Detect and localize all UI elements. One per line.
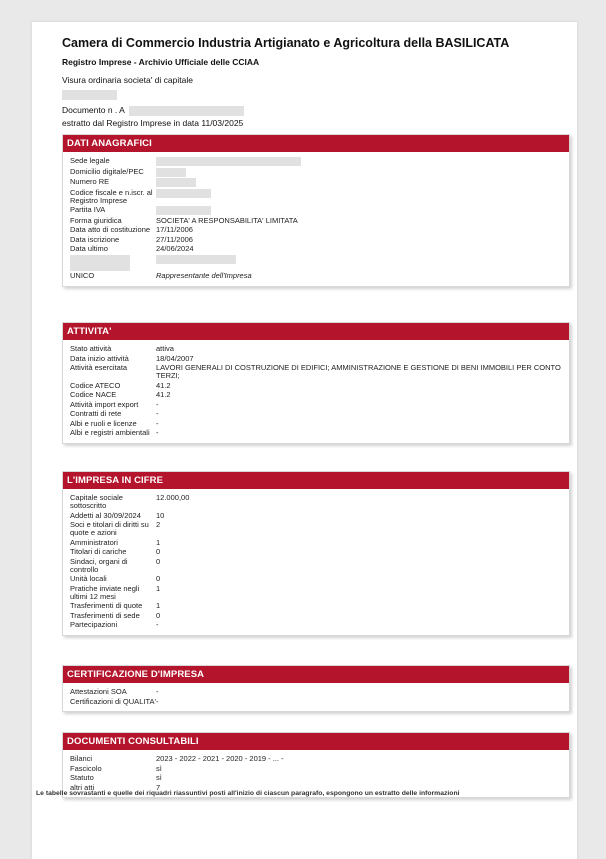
field-value: 0 <box>156 556 161 566</box>
field-row <box>70 548 569 556</box>
redaction-block <box>156 157 301 166</box>
field-label: Codice fiscale e n.iscr. al Registro Imprese <box>70 187 153 205</box>
field-label: Albi e registri ambientali <box>70 428 150 437</box>
field-label: Stato attività <box>70 344 112 353</box>
field-label: Data iscrizione <box>70 234 120 244</box>
field-value: 41.2 <box>156 380 171 390</box>
redaction-block <box>62 90 117 100</box>
field-row <box>70 521 569 537</box>
field-value <box>156 157 569 166</box>
field-value: 7 <box>156 782 161 792</box>
field-label: Addetti al 30/09/2024 <box>70 510 141 520</box>
field-row <box>70 355 569 363</box>
visura-type: Visura ordinaria societa' di capitale <box>62 75 193 85</box>
field-label: Soci e titolari di diritti su quote e azioni <box>70 520 149 537</box>
field-label: Bilanci <box>70 754 93 763</box>
field-label: Sede legale <box>70 156 110 165</box>
field-value: 17/11/2006 <box>156 225 193 234</box>
redaction-block <box>156 178 196 187</box>
field-value: 41.2 <box>156 390 171 399</box>
redaction-block <box>70 255 130 271</box>
field-row <box>70 688 569 696</box>
field-value: attiva <box>156 344 174 353</box>
redaction-block <box>156 206 211 215</box>
field-row <box>70 382 569 390</box>
field-value <box>156 189 569 205</box>
field-label: Codice ATECO <box>70 380 121 390</box>
field-row <box>70 698 569 706</box>
field-row <box>70 245 569 253</box>
field-value <box>156 168 569 177</box>
field-value <box>156 206 569 215</box>
field-value: 24/06/2024 <box>156 244 194 253</box>
field-value: - <box>156 418 159 428</box>
field-label: Codice NACE <box>70 390 117 399</box>
field-value: 0 <box>156 547 161 556</box>
field-label: Data ultimo <box>70 244 108 253</box>
field-value: - <box>156 687 159 696</box>
field-label: Numero RE <box>70 177 110 186</box>
field-label: altri atti <box>70 782 95 792</box>
field-value: 18/04/2007 <box>156 353 194 363</box>
field-row <box>70 272 569 280</box>
document-number-label: Documento n . A <box>62 104 125 115</box>
redaction-block <box>129 106 244 116</box>
field-value: - <box>156 696 159 706</box>
field-row <box>70 168 569 177</box>
field-label: Capitale sociale sottoscritto <box>70 493 123 510</box>
field-row <box>70 774 569 782</box>
document-number <box>62 105 572 116</box>
field-label: Data inizio attività <box>70 353 129 363</box>
redaction-block <box>156 255 236 264</box>
field-value: SOCIETA' A RESPONSABILITA' LIMITATA <box>156 215 298 225</box>
field-value: - <box>156 399 159 409</box>
field-row <box>70 765 569 773</box>
section-dati-anagrafici <box>62 134 570 287</box>
document-page <box>32 22 577 859</box>
field-label: Partita IVA <box>70 205 106 214</box>
redacted-company-name <box>62 89 572 100</box>
field-row <box>70 755 569 763</box>
field-value: 2 <box>156 520 161 529</box>
field-label: Fascicolo <box>70 763 102 773</box>
section-title: CERTIFICAZIONE D'IMPRESA <box>63 666 569 683</box>
field-label: Forma giuridica <box>70 215 122 225</box>
field-row <box>70 621 569 629</box>
field-label: Domicilio digitale/PEC <box>70 166 144 176</box>
field-row <box>70 236 569 244</box>
field-value: sì <box>156 773 162 782</box>
field-row <box>70 189 569 205</box>
field-value: - <box>156 620 159 629</box>
section-rows <box>63 340 569 443</box>
field-row <box>70 585 569 601</box>
field-label <box>70 255 156 271</box>
section-title: L'IMPRESA IN CIFRE <box>63 472 569 489</box>
field-label: Attività import export <box>70 399 139 409</box>
field-row <box>70 602 569 610</box>
field-row <box>70 401 569 409</box>
redaction-block <box>156 189 211 198</box>
section-rows <box>63 683 569 711</box>
field-value: 0 <box>156 574 161 583</box>
field-row <box>70 345 569 353</box>
field-value: 27/11/2006 <box>156 234 193 244</box>
field-label: Certificazioni di QUALITA' <box>70 696 156 706</box>
field-row <box>70 612 569 620</box>
section-rows <box>63 152 569 286</box>
field-value: LAVORI GENERALI DI COSTRUZIONE DI EDIFICI; AMMINISTRAZIONE E GESTIONE DI BENI IMMOBILI PER CONTO TERZI; <box>156 363 561 380</box>
field-row <box>70 512 569 520</box>
field-label: Sindaci, organi di controllo <box>70 556 128 574</box>
field-value <box>156 255 569 271</box>
field-label: UNICO <box>70 271 95 280</box>
field-value: Rappresentante dell'Impresa <box>156 271 252 280</box>
field-row <box>70 420 569 428</box>
field-value: 2023 - 2022 - 2021 - 2020 - 2019 - ... - <box>156 754 284 763</box>
field-value: sì <box>156 763 162 773</box>
field-label: Attività esercitata <box>70 363 128 372</box>
field-value: 10 <box>156 510 165 520</box>
field-value: - <box>156 409 159 418</box>
field-row <box>70 575 569 583</box>
field-label: Attestazioni SOA <box>70 687 127 696</box>
section-title: DOCUMENTI CONSULTABILI <box>63 733 569 750</box>
field-row <box>70 494 569 510</box>
field-label: Amministratori <box>70 537 118 547</box>
field-label: Pratiche inviate negli ultimi 12 mesi <box>70 583 140 601</box>
field-value: 1 <box>156 537 161 547</box>
field-row <box>70 217 569 225</box>
field-row <box>70 539 569 547</box>
section-rows <box>63 489 569 635</box>
field-label: Titolari di cariche <box>70 547 127 556</box>
section-title: ATTIVITA' <box>63 323 569 340</box>
field-value: 0 <box>156 610 161 620</box>
field-row <box>70 410 569 418</box>
field-label: Statuto <box>70 773 94 782</box>
section-title: DATI ANAGRAFICI <box>63 135 569 152</box>
field-row <box>70 226 569 234</box>
field-value: - <box>156 428 159 437</box>
field-value <box>156 178 569 187</box>
field-label: Trasferimenti di sede <box>70 610 140 620</box>
field-label: Data atto di costituzione <box>70 225 151 234</box>
field-row <box>70 255 569 271</box>
field-value: 1 <box>156 583 161 593</box>
field-row <box>70 391 569 399</box>
redaction-block <box>156 168 186 177</box>
field-label: Contratti di rete <box>70 409 122 418</box>
field-row <box>70 364 569 380</box>
field-row <box>70 178 569 187</box>
field-row <box>70 429 569 437</box>
registry-subtitle: Registro Imprese - Archivio Ufficiale delle CCIAA <box>62 57 260 67</box>
field-value: 1 <box>156 601 161 610</box>
field-label: Partecipazioni <box>70 620 118 629</box>
field-label: Trasferimenti di quote <box>70 601 143 610</box>
footer-note: Le tabelle sovrastanti e quelle dei riquadri riassuntivi posti all'inizio di ciascun paragrafo, espongono un estratto delle informazioni <box>36 790 460 797</box>
field-value: 12.000,00 <box>156 493 190 502</box>
field-row <box>70 157 569 166</box>
section-certificazione <box>62 665 570 712</box>
extract-date: estratto dal Registro Imprese in data 11/03/2025 <box>62 117 244 128</box>
section-attivita <box>62 322 570 444</box>
field-row <box>70 558 569 574</box>
field-row <box>70 206 569 215</box>
section-documenti <box>62 732 570 798</box>
chamber-title: Camera di Commercio Industria Artigianato e Agricoltura della BASILICATA <box>62 36 510 50</box>
section-impresa-in-cifre <box>62 471 570 636</box>
field-label: Unità locali <box>70 574 107 583</box>
field-label: Albi e ruoli e licenze <box>70 418 137 428</box>
document-header <box>62 36 572 128</box>
